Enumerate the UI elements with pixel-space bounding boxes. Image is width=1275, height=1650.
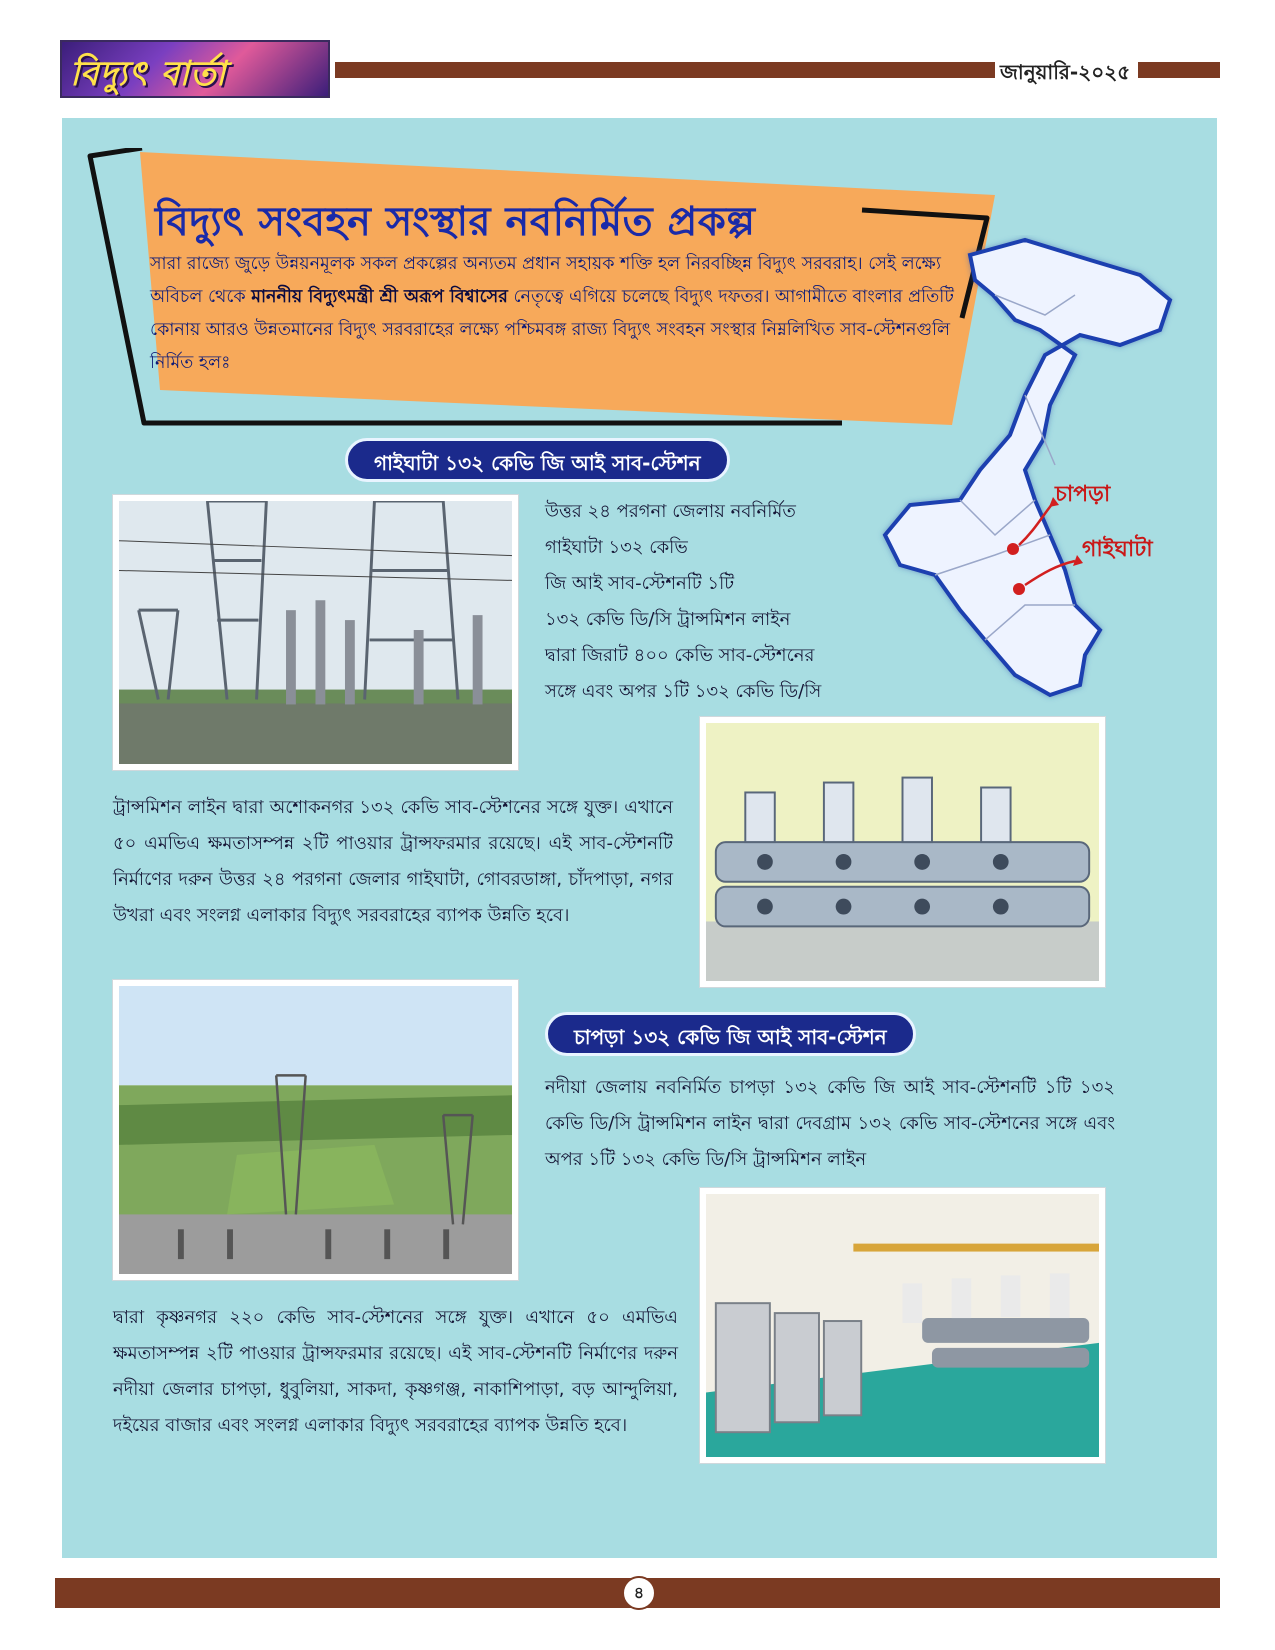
masthead-title: বিদ্যুৎ বার্তা: [70, 54, 227, 94]
west-bengal-map: [875, 235, 1205, 705]
chapra-gis-hall-photo: [700, 1188, 1105, 1463]
header-rule-right: [1138, 62, 1220, 78]
intro-text-1: সারা রাজ্যে জুড়ে উন্নয়নমূলক সকল প্রকল্পের অন্যতম প্রধান সহায়ক শক্তি হল নিরবচ্ছিন্ন বিদ্যুৎ সরবরাহ। সেই লক্ষ্যে অবিচল থেকে: [150, 254, 941, 307]
chapra-heading: চাপড়া ১৩২ কেভি জি আই সাব-স্টেশন: [545, 1012, 916, 1056]
issue-date: জানুয়ারি-২০২৫: [1000, 60, 1131, 84]
header-rule-left: [335, 62, 995, 78]
article-intro: [150, 248, 980, 380]
gaighata-heading: গাইঘাটা ১৩২ কেভি জি আই সাব-স্টেশন: [345, 438, 730, 482]
gaighata-line-4: ১৩২ কেভি ডি/সি ট্রান্সমিশন লাইন: [545, 609, 791, 630]
map-label-gaighata: গাইঘাটা: [1082, 537, 1153, 562]
gaighata-gis-hall-photo: [700, 717, 1105, 987]
gaighata-continued-text: ট্রান্সমিশন লাইন দ্বারা অশোকনগর ১৩২ কেভি সাব-স্টেশনের সঙ্গে যুক্ত। এখানে ৫০ এমভিএ ক্ষমতাসম্পন্ন ২টি পাওয়ার ট্রান্সফরমার রয়েছে। এই সাব-স্টেশনটি নির্মাণের দরুন উত্তর ২৪ পরগনা জেলার গাইঘাটা, গোবরডাঙ্গা, চাঁদপাড়া, নগর উখরা এবং সংলগ্ন এলাকার বিদ্যুৎ সরবরাহের ব্যাপক উন্নতি হবে।: [113, 797, 673, 926]
gaighata-line-2: গাইঘাটা ১৩২ কেভি: [545, 537, 688, 558]
article-title: বিদ্যুৎ সংবহন সংস্থার নবনির্মিত প্রকল্প: [155, 199, 756, 245]
chapra-intro-text: নদীয়া জেলায় নবনির্মিত চাপড়া ১৩২ কেভি জি আই সাব-স্টেশনটি ১টি ১৩২ কেভি ডি/সি ট্রান্সমিশন লাইন দ্বারা দেবগ্রাম ১৩২ কেভি সাব-স্টেশনের সঙ্গে এবং অপর ১টি ১৩২ কেভি ডি/সি ট্রান্সমিশন লাইন: [545, 1077, 1115, 1170]
chapra-aerial-photo: [113, 980, 518, 1280]
intro-text-2: নেতৃত্বে এগিয়ে চলেছে বিদ্যুৎ দফতর। আগামীতে বাংলার প্রতিটি কোনায় আরও উন্নতমানের বিদ্যুৎ সরবরাহের লক্ষ্যে পশ্চিমবঙ্গ রাজ্য বিদ্যুৎ সংবহন সংস্থার নিম্নলিখিত সাব-স্টেশনগুলি নির্মিত হলঃ: [150, 287, 954, 373]
chapra-continued-text: দ্বারা কৃষ্ণনগর ২২০ কেভি সাব-স্টেশনের সঙ্গে যুক্ত। এখানে ৫০ এমভিএ ক্ষমতাসম্পন্ন ২টি পাওয়ার ট্রান্সফরমার রয়েছে। এই সাব-স্টেশনটি নির্মাণের দরুন নদীয়া জেলার চাপড়া, ধুবুলিয়া, সাকদা, কৃষ্ণগঞ্জ, নাকাশিপাড়া, বড় আন্দুলিয়া, দইয়ের বাজার এবং সংলগ্ন এলাকার বিদ্যুৎ সরবরাহের ব্যাপক উন্নতি হবে।: [113, 1307, 678, 1436]
gaighata-line-1: উত্তর ২৪ পরগনা জেলায় নবনির্মিত: [545, 501, 796, 522]
gaighata-line-5: দ্বারা জিরাট ৪০০ কেভি সাব-স্টেশনের: [545, 645, 815, 666]
gaighata-outdoor-photo: [113, 495, 518, 770]
gaighata-line-3: জি আই সাব-স্টেশনটি ১টি: [545, 573, 735, 594]
gaighata-line-6: সঙ্গে এবং অপর ১টি ১৩২ কেভি ডি/সি: [545, 681, 822, 702]
intro-minister-name: মাননীয় বিদ্যুৎমন্ত্রী শ্রী অরূপ বিশ্বাসের: [251, 287, 508, 307]
masthead-logo: [60, 40, 330, 98]
map-label-chapra: চাপড়া: [1055, 482, 1111, 507]
gaighata-intro-lines: [545, 494, 875, 710]
page-number: ৪: [622, 1576, 656, 1610]
